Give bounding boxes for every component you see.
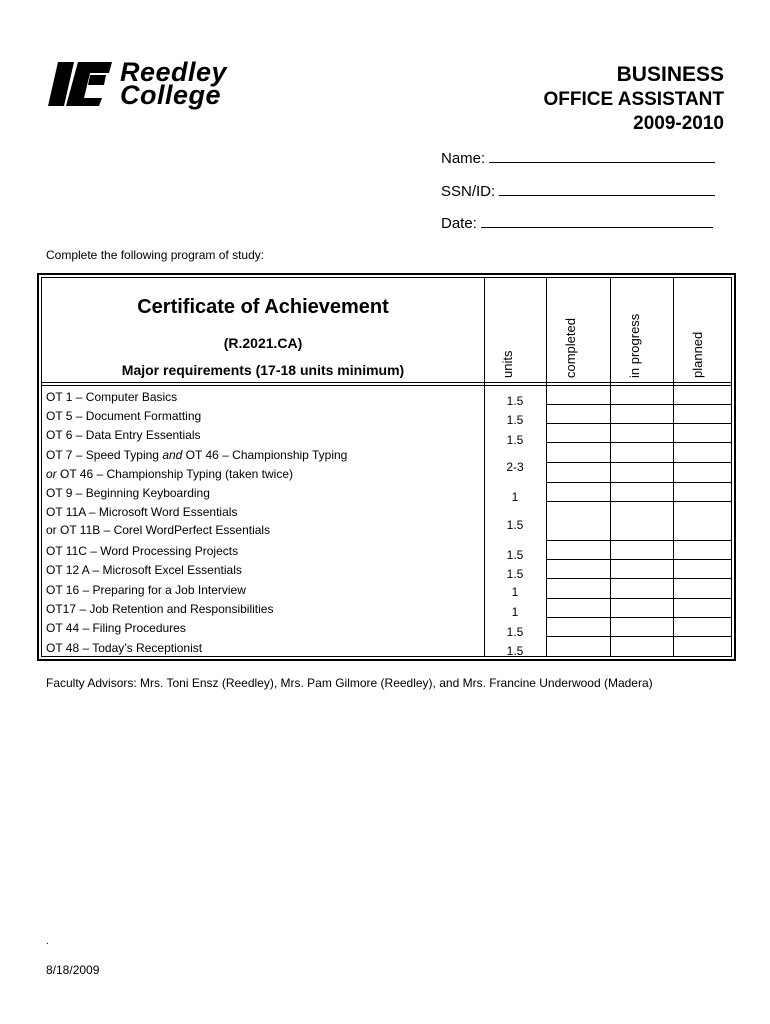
ssn-field[interactable]	[441, 181, 715, 200]
document-title	[544, 62, 725, 136]
col-completed-label: completed	[563, 318, 578, 378]
title-office-assistant: OFFICE ASSISTANT	[543, 89, 724, 110]
date-line[interactable]	[481, 213, 713, 228]
course-ot16: OT 16 – Preparing for a Job Interview	[46, 583, 246, 597]
ssn-line[interactable]	[499, 181, 715, 196]
footer-date: 8/18/2009	[46, 963, 100, 977]
ssn-label: SSN/ID:	[441, 183, 496, 200]
course-ot46-alt	[46, 465, 293, 483]
name-label: Name:	[441, 150, 486, 167]
college-logo	[44, 58, 244, 112]
course-ot46-or: or	[46, 467, 57, 481]
units-ot44: 1.5	[506, 625, 524, 639]
certificate-title: Certificate of Achievement	[137, 296, 389, 318]
course-ot12a: OT 12 A – Microsoft Excel Essentials	[46, 563, 242, 577]
course-ot7-and: and	[162, 448, 183, 462]
col-in-progress-header	[610, 278, 673, 382]
units-ot7: 2-3	[506, 460, 524, 474]
logo-line-1: Reedley	[120, 57, 228, 87]
units-ot5: 1.5	[506, 413, 524, 427]
title-business: BUSINESS	[616, 63, 724, 86]
col-in-progress-label: in progress	[626, 313, 642, 378]
course-ot5: OT 5 – Document Formatting	[46, 409, 202, 423]
col-planned-header	[673, 278, 736, 382]
course-ot1: OT 1 – Computer Basics	[46, 390, 178, 404]
units-ot12a: 1.5	[506, 567, 524, 581]
course-ot9: OT 9 – Beginning Keyboarding	[46, 486, 210, 500]
col-planned-label: planned	[689, 331, 705, 378]
units-ot6: 1.5	[506, 433, 524, 447]
course-ot46-text: OT 46 – Championship Typing (taken twice)	[56, 467, 294, 481]
course-ot7-part1: OT 7 – Speed Typing	[46, 448, 163, 462]
date-label: Date:	[441, 215, 477, 232]
name-line[interactable]	[489, 148, 715, 163]
program-table	[37, 273, 736, 661]
course-ot11c: OT 11C – Word Processing Projects	[46, 544, 239, 558]
date-field[interactable]	[441, 213, 713, 232]
course-ot48: OT 48 – Today’s Receptionist	[46, 641, 203, 655]
college-logo-icon	[44, 58, 118, 110]
course-ot7	[46, 446, 347, 464]
footer-dot: .	[46, 936, 49, 947]
course-ot17: OT17 – Job Retention and Responsibilities	[46, 602, 274, 616]
intro-text: Complete the following program of study:	[46, 248, 265, 262]
certificate-code: (R.2021.CA)	[223, 335, 303, 351]
course-ot7-part2: OT 46 – Championship Typing	[182, 448, 348, 462]
units-ot11c: 1.5	[506, 548, 524, 562]
units-ot48: 1.5	[506, 644, 524, 658]
units-ot1: 1.5	[506, 394, 524, 408]
units-ot16: 1	[511, 585, 519, 599]
units-ot17: 1	[511, 605, 519, 619]
col-completed-header	[546, 278, 610, 382]
name-field[interactable]	[441, 148, 715, 167]
course-ot11a: OT 11A – Microsoft Word Essentials	[46, 505, 238, 519]
col-units-label: units	[500, 350, 515, 378]
course-ot6: OT 6 – Data Entry Essentials	[46, 428, 201, 442]
course-ot11b: or OT 11B – Corel WordPerfect Essentials	[46, 523, 271, 537]
logo-line-2: College	[120, 80, 222, 110]
units-ot11: 1.5	[506, 518, 524, 532]
title-year: 2009-2010	[633, 113, 724, 134]
units-ot9: 1	[511, 490, 519, 504]
course-ot44: OT 44 – Filing Procedures	[46, 621, 186, 635]
certificate-header	[42, 278, 484, 385]
col-units-header	[484, 278, 546, 382]
faculty-advisors: Faculty Advisors: Mrs. Toni Ensz (Reedley), Mrs. Pam Gilmore (Reedley), and Mrs. Francine Underwood (Madera)	[46, 676, 653, 690]
major-requirements: Major requirements (17-18 units minimum)	[121, 362, 405, 378]
